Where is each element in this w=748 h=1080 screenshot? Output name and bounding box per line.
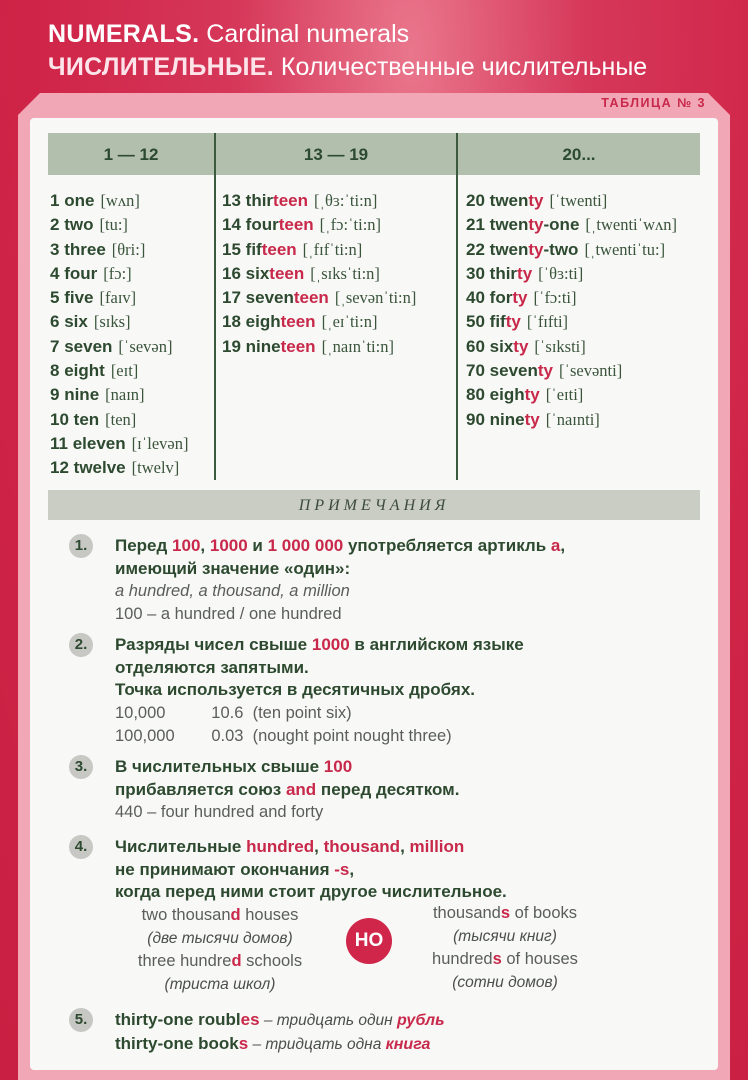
numeral-word: three	[64, 239, 106, 259]
numeral-number: 1	[50, 191, 60, 210]
numeral-number: 18	[222, 312, 241, 332]
numeral-row	[466, 213, 677, 237]
text-segment: (тысячи книг)	[453, 927, 557, 945]
text-segment: a	[550, 536, 561, 555]
numeral-suffix: teen	[280, 312, 316, 332]
text-line	[115, 580, 565, 603]
numeral-suffix: teen	[293, 288, 329, 308]
text-segment: и	[247, 536, 268, 555]
text-line	[115, 535, 565, 558]
transcription: [ˌnaɪnˈti:n]	[321, 336, 394, 356]
text-segment: thousand	[323, 837, 401, 856]
transcription: [ˈfɔ:ti]	[533, 288, 577, 308]
numeral-suffix: ty	[528, 191, 544, 210]
transcription: [ˌfɔ:ˈti:n]	[319, 215, 382, 235]
numeral-row	[222, 262, 416, 286]
text-segment: 1000	[311, 635, 350, 654]
text-line	[115, 836, 507, 859]
text-segment: Разряды чисел свыше	[115, 635, 312, 654]
transcription: [ɪˈlevən]	[131, 433, 189, 453]
numeral-suffix: teen	[261, 239, 297, 259]
numeral-row	[222, 213, 416, 237]
note-number-badge: 1.	[69, 534, 93, 558]
note-1	[74, 535, 566, 626]
numeral-suffix: ty	[513, 336, 529, 356]
transcription: [ˌfɪfˈti:n]	[302, 239, 363, 259]
numeral-row	[466, 238, 677, 262]
numeral-word: twen	[489, 239, 529, 259]
examples-right	[405, 902, 605, 995]
numeral-row	[466, 310, 677, 334]
text-segment: ,	[200, 536, 210, 555]
numeral-suffix: teen	[269, 263, 305, 283]
text-segment: книга	[385, 1035, 431, 1053]
numeral-word: twen	[489, 215, 529, 235]
numeral-number: 70	[466, 361, 485, 381]
transcription: [ten]	[105, 409, 137, 429]
text-line	[115, 725, 524, 748]
numeral-word-tail: -two	[543, 239, 579, 259]
numeral-word: twen	[489, 191, 529, 210]
note-number-badge: 2.	[69, 633, 93, 657]
text-segment: of books	[510, 904, 578, 922]
numeral-word: one	[64, 191, 95, 210]
text-segment: ,	[314, 837, 324, 856]
numeral-suffix: ty	[537, 361, 553, 381]
text-segment: 10,000 10.6 (ten point six)	[115, 704, 352, 723]
numeral-suffix: teen	[273, 191, 309, 210]
text-line	[115, 973, 325, 997]
column-header-13-19: 13 — 19	[303, 145, 369, 164]
text-segment: – тридцать одна	[248, 1035, 386, 1053]
transcription: [ˈsevənti]	[558, 361, 623, 381]
table-number: ТАБЛИЦА № 3	[601, 96, 706, 110]
numeral-row	[50, 310, 188, 334]
text-line	[115, 779, 459, 802]
text-line	[115, 657, 524, 680]
numeral-row	[50, 456, 188, 480]
numeral-suffix: teen	[278, 215, 314, 235]
examples-left	[115, 904, 325, 997]
numeral-row	[466, 359, 677, 383]
numeral-word: thir	[489, 263, 518, 283]
note-3	[74, 756, 460, 824]
text-segment: es	[240, 1010, 260, 1029]
numeral-number: 90	[466, 409, 485, 429]
text-line	[115, 702, 524, 725]
numeral-number: 7	[50, 336, 60, 356]
numeral-number: 11	[50, 433, 68, 453]
column-13-19	[222, 189, 416, 359]
text-segment: d	[230, 906, 241, 924]
title-ru-sub: Количественные числительные	[273, 53, 648, 81]
transcription: [ˈsevən]	[118, 336, 173, 356]
transcription: [ˌeɪˈti:n]	[321, 312, 378, 332]
but-badge: НО	[346, 918, 392, 964]
numeral-number: 80	[466, 385, 485, 405]
text-line	[115, 634, 524, 657]
text-segment: 1000	[209, 536, 248, 555]
numeral-word: nine	[64, 385, 100, 405]
text-segment: рубль	[396, 1012, 445, 1029]
text-segment: million	[409, 837, 465, 856]
numeral-suffix: ty	[524, 385, 540, 405]
text-line	[115, 603, 565, 626]
note-number-badge: 3.	[69, 755, 93, 779]
transcription: [ˈeɪti]	[545, 385, 584, 405]
text-segment: перед десятком.	[316, 779, 460, 799]
text-segment: s	[238, 1033, 249, 1053]
numeral-row	[50, 383, 188, 407]
transcription: [ˌsevənˈti:n]	[334, 288, 417, 308]
numeral-suffix: ty	[528, 215, 544, 235]
text-segment: ,	[349, 859, 355, 879]
numeral-number: 13	[222, 191, 241, 210]
numeral-number: 16	[222, 263, 241, 283]
transcription: [ˌθɜ:ˈti:n]	[314, 191, 378, 210]
numeral-row	[50, 432, 188, 456]
text-segment: s	[500, 904, 511, 922]
text-line	[405, 925, 605, 949]
text-segment: В числительных свыше	[115, 757, 324, 776]
numeral-number: 8	[50, 361, 60, 381]
numeral-number: 15	[222, 239, 241, 259]
transcription: [ˌsɪksˈti:n]	[310, 263, 380, 283]
text-segment: (сотни домов)	[452, 974, 558, 992]
numeral-row	[466, 189, 677, 213]
numeral-suffix: ty	[512, 288, 528, 308]
transcription: [ˈnaɪnti]	[545, 409, 600, 429]
numeral-word: eigh	[245, 312, 281, 332]
numeral-number: 21	[466, 215, 485, 235]
numeral-word: seven	[489, 361, 538, 381]
text-segment: прибавляется союз	[115, 779, 286, 799]
text-segment: имеющий значение «один»:	[115, 558, 351, 578]
column-20-plus	[466, 189, 677, 432]
numeral-word: thir	[245, 191, 274, 210]
numeral-word: ten	[73, 409, 100, 429]
numeral-number: 17	[222, 288, 241, 308]
numeral-word: nine	[245, 336, 281, 356]
column-header-20: 20...	[562, 145, 596, 164]
text-segment: a hundred, a thousand, a million	[115, 582, 350, 601]
numeral-row	[222, 310, 416, 334]
numeral-word: six	[489, 336, 514, 356]
numeral-word: four	[245, 215, 279, 235]
numeral-number: 10	[50, 409, 69, 429]
numeral-row	[222, 286, 416, 310]
text-segment: of houses	[501, 950, 578, 969]
text-segment: thirty-one roubl	[115, 1010, 241, 1029]
text-line	[115, 927, 325, 951]
text-segment: hundred	[246, 837, 315, 856]
text-segment: 100 – a hundred / one hundred	[115, 605, 342, 624]
transcription: [sɪks]	[93, 312, 131, 332]
numeral-number: 40	[466, 288, 485, 308]
text-line	[405, 902, 605, 925]
text-segment: -s	[334, 859, 350, 879]
numeral-row	[466, 408, 677, 432]
numeral-row	[222, 189, 416, 213]
text-segment: d	[231, 952, 242, 971]
numeral-row	[466, 383, 677, 407]
text-segment: когда перед ними стоит другое числительное.	[115, 882, 507, 902]
numeral-word: eight	[64, 361, 105, 381]
numeral-word: twelve	[73, 458, 126, 478]
text-line	[405, 971, 605, 995]
text-segment: houses	[240, 906, 299, 924]
title-english	[48, 20, 409, 49]
numeral-row	[50, 213, 188, 237]
text-segment: ,	[400, 837, 410, 856]
text-line	[115, 558, 565, 581]
column-divider	[456, 133, 458, 480]
transcription: [fɔ:]	[103, 263, 132, 283]
numeral-number: 9	[50, 385, 60, 405]
text-line	[115, 1009, 445, 1033]
text-segment: не принимают окончания	[115, 859, 335, 879]
text-line	[115, 881, 507, 904]
numeral-word: eigh	[489, 385, 525, 405]
numeral-row	[466, 262, 677, 286]
numeral-suffix: ty	[528, 239, 544, 259]
text-line	[115, 801, 459, 824]
numeral-row	[50, 335, 188, 359]
text-segment: – тридцать один	[259, 1012, 397, 1029]
text-segment: употребляется артикль	[343, 536, 551, 555]
transcription: [wʌn]	[100, 191, 140, 210]
numeral-word: six	[245, 263, 270, 283]
text-segment: thirty-one book	[115, 1033, 239, 1053]
column-1-12	[50, 189, 188, 481]
note-number-badge: 5.	[69, 1008, 93, 1032]
transcription: [ˌtwentiˈwʌn]	[585, 215, 678, 235]
text-line	[115, 904, 325, 927]
numeral-word: five	[64, 288, 94, 308]
notes-title: ПРИМЕЧАНИЯ	[48, 490, 700, 520]
numeral-row	[50, 408, 188, 432]
numeral-number: 5	[50, 288, 60, 308]
numeral-number: 50	[466, 312, 485, 332]
text-segment: (две тысячи домов)	[147, 929, 293, 947]
transcription: [tu:]	[99, 215, 128, 235]
numeral-number: 20	[466, 191, 485, 210]
text-line	[115, 950, 325, 973]
numeral-word: six	[64, 312, 88, 332]
text-segment: three hundre	[137, 952, 232, 971]
text-segment: в английском языке	[349, 635, 524, 654]
note-4	[74, 836, 507, 904]
text-segment: ,	[560, 536, 566, 555]
text-segment: отделяются запятыми.	[115, 657, 309, 677]
numeral-word: nine	[489, 409, 525, 429]
transcription: [eɪt]	[110, 361, 139, 381]
numeral-word: for	[489, 288, 513, 308]
text-segment: schools	[241, 952, 303, 971]
text-line	[405, 948, 605, 971]
text-segment: 440 – four hundred and forty	[115, 803, 324, 822]
text-line	[115, 1033, 445, 1057]
numeral-word: two	[64, 215, 94, 235]
text-segment: Числительные	[115, 837, 247, 856]
transcription: [ˌtwentiˈtu:]	[584, 239, 666, 259]
numeral-word: eleven	[72, 433, 126, 453]
table-header	[48, 133, 700, 175]
text-segment: and	[285, 779, 317, 799]
transcription: [ˈtwenti]	[549, 191, 608, 210]
text-segment: hundred	[432, 950, 493, 969]
text-segment: 100	[172, 536, 201, 555]
text-segment: s	[492, 950, 502, 969]
note-number-badge: 4.	[69, 835, 93, 859]
numeral-word: fif	[489, 312, 506, 332]
numeral-row	[50, 286, 188, 310]
numeral-row	[466, 286, 677, 310]
numeral-number: 22	[466, 239, 485, 259]
transcription: [θri:]	[111, 239, 146, 259]
transcription: [twelv]	[131, 458, 180, 478]
numeral-number: 60	[466, 336, 485, 356]
transcription: [ˈfɪfti]	[526, 312, 569, 332]
title-ru-bold: ЧИСЛИТЕЛЬНЫЕ.	[48, 53, 274, 81]
numeral-row	[50, 189, 188, 213]
numeral-suffix: ty	[505, 312, 521, 332]
numeral-word: fif	[245, 239, 262, 259]
text-line	[115, 679, 524, 702]
column-header-1-12: 1 — 12	[103, 145, 159, 164]
text-segment: 100	[323, 757, 353, 776]
transcription: [naɪn]	[105, 385, 145, 405]
numeral-row	[222, 238, 416, 262]
text-line	[115, 859, 507, 882]
numeral-suffix: ty	[517, 263, 533, 283]
numeral-number: 30	[466, 263, 485, 283]
numeral-word-tail: -one	[543, 215, 580, 235]
transcription: [ˈsɪksti]	[534, 336, 586, 356]
text-segment: 100,000 0.03 (nought point nought three)	[115, 726, 452, 745]
title-en-bold: NUMERALS.	[48, 20, 200, 48]
column-divider	[214, 133, 216, 480]
text-segment: (триста школ)	[164, 976, 276, 994]
numeral-number: 12	[50, 458, 69, 478]
numeral-word: four	[64, 263, 98, 283]
numeral-number: 3	[50, 239, 60, 259]
numeral-row	[50, 262, 188, 286]
numeral-number: 6	[50, 312, 60, 332]
transcription: [faɪv]	[99, 288, 137, 308]
note-5	[74, 1009, 445, 1056]
text-segment: thousand	[432, 904, 501, 922]
title-en-sub: Cardinal numerals	[199, 20, 410, 48]
text-segment: Перед	[115, 536, 173, 555]
text-line	[115, 756, 459, 779]
text-segment: Точка используется в десятичных дробях.	[115, 680, 476, 700]
numeral-number: 19	[222, 336, 241, 356]
numeral-row	[466, 335, 677, 359]
numeral-word: seven	[64, 336, 113, 356]
text-segment: 1 000 000	[267, 536, 344, 555]
note-2	[74, 634, 524, 748]
numeral-word: seven	[245, 288, 294, 308]
numeral-number: 2	[50, 215, 60, 235]
numeral-row	[222, 335, 416, 359]
numeral-number: 14	[222, 215, 241, 235]
text-segment: two thousan	[141, 906, 231, 924]
transcription: [ˈθɜ:ti]	[538, 263, 584, 283]
numeral-row	[50, 238, 188, 262]
title-russian	[48, 53, 647, 82]
numeral-number: 4	[50, 263, 60, 283]
numeral-suffix: ty	[524, 409, 540, 429]
numeral-suffix: teen	[280, 336, 316, 356]
numeral-row	[50, 359, 188, 383]
